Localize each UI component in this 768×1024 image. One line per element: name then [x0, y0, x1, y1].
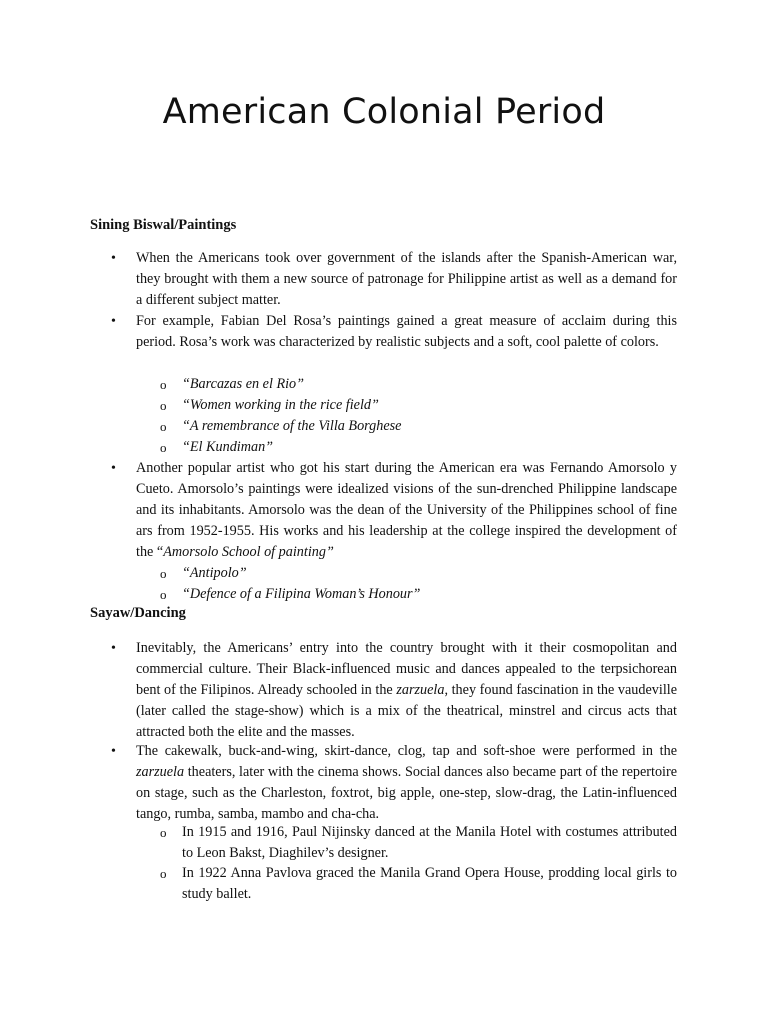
paragraph-amorsolo — [136, 458, 677, 563]
sub-bullet-marker: o — [160, 866, 167, 881]
dance-event: In 1922 Anna Pavlova graced the Manila Grand Opera House, prodding local girls to study ballet. — [182, 865, 677, 902]
section-heading-dancing: Sayaw/Dancing — [90, 605, 186, 621]
dance-event: In 1915 and 1916, Paul Nijinsky danced at the Manila Hotel with costumes attributed to Leon Bakst, Diaghilev’s designer. — [182, 824, 677, 861]
bullet-marker: • — [111, 251, 116, 266]
paragraph-text: Inevitably, the Americans’ entry into the country brought with it their cosmopolitan and commercial culture. Their Black-influenced music and dances appealed to the terpsichorean bent of the Filipinos. Already schooled in the — [136, 640, 677, 698]
artwork-title: “Defence of a Filipina Woman’s Honour” — [182, 586, 421, 602]
paragraph-cosmopolitan — [136, 638, 677, 743]
paragraph-italic-text: zarzuela — [136, 764, 185, 780]
artwork-title: “Women working in the rice field” — [182, 397, 379, 413]
bullet-marker: • — [111, 461, 116, 476]
sub-bullet-marker: o — [160, 419, 167, 434]
artwork-title: “Antipolo” — [182, 565, 247, 581]
sub-bullet-marker: o — [160, 398, 167, 413]
paragraph-text: Another popular artist who got his start during the American era was Fernando Amorsolo y Cueto. Amorsolo’s paintings were idealized visions of the sun-drenched Philippine landscape and its inhabitants. Amorsolo was the dean of the University of the Philippines school of fine ars from 1952-1955. His works and his leadership at the college inspired the development of the “ — [136, 460, 677, 560]
paragraph-cakewalk — [136, 741, 677, 825]
paragraph-del-rosa: For example, Fabian Del Rosa’s paintings gained a great measure of acclaim during this period. Rosa’s work was characterized by realistic subjects and a soft, cool palette of colors. — [136, 313, 677, 350]
artwork-title: “A remembrance of the Villa Borghese — [182, 418, 402, 434]
bullet-marker: • — [111, 314, 116, 329]
sub-bullet-marker: o — [160, 440, 167, 455]
paragraph-text: theaters, later with the cinema shows. Social dances also became part of the repertoire on stage, such as the Charleston, foxtrot, big apple, one-step, slow-drag, the Latin-influenced tango, rumba, samba, mambo and cha-cha. — [136, 764, 677, 822]
paragraph-text: The cakewalk, buck-and-wing, skirt-dance, clog, tap and soft-shoe were performed in the — [136, 743, 677, 759]
sub-bullet-marker: o — [160, 587, 167, 602]
artwork-title: “Barcazas en el Rio” — [182, 376, 305, 392]
sub-bullet-marker: o — [160, 566, 167, 581]
bullet-marker: • — [111, 744, 116, 759]
paragraph-text: , they found fascination in the vaudeville (later called the stage-show) which is a mix of the theatrical, minstrel and circus acts that attracted both the elite and the masses. — [136, 682, 677, 740]
paragraph-italic-text: Amorsolo School of painting” — [163, 544, 334, 560]
bullet-marker: • — [111, 641, 116, 656]
page-title: American Colonial Period — [162, 92, 606, 132]
section-heading-paintings: Sining Biswal/Paintings — [90, 217, 237, 233]
sub-bullet-marker: o — [160, 825, 167, 840]
sub-bullet-marker: o — [160, 377, 167, 392]
paragraph-italic-text: zarzuela — [396, 682, 445, 698]
paragraph-patronage: When the Americans took over government of the islands after the Spanish-American war, they brought with them a new source of patronage for Philippine artist as well as a demand for a different subject matter. — [136, 250, 677, 308]
artwork-title: “El Kundiman” — [182, 439, 274, 455]
